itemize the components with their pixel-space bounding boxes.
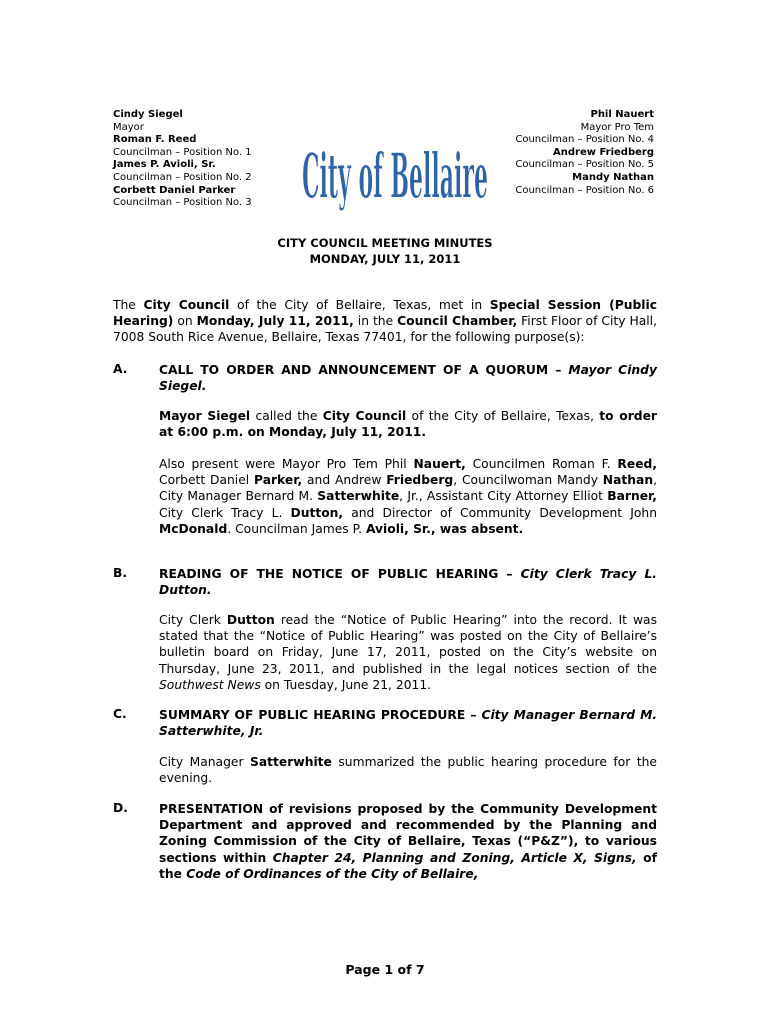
text: on (173, 314, 197, 329)
text: City Clerk (159, 613, 227, 627)
text: . Councilman James P. (227, 521, 366, 536)
bold-text: Satterwhite (250, 755, 332, 769)
city-of-bellaire-logo (300, 128, 490, 220)
official-name: Corbett Daniel Parker (113, 184, 236, 196)
text: and Director of Community Development John (343, 505, 657, 520)
bold-text: Satterwhite (317, 489, 400, 504)
text: City Clerk Tracy L. (159, 505, 291, 520)
text: The (113, 298, 144, 312)
section-letter-a: A. (113, 362, 128, 376)
official-name: James P. Avioli, Sr. (113, 159, 216, 171)
section-letter-c: C. (113, 707, 127, 721)
official-name: Mandy Nathan (572, 171, 654, 183)
section-heading-c (159, 707, 657, 739)
official-role: Councilman – Position No. 2 (113, 171, 252, 183)
text: Also present were Mayor Pro Tem Phil (159, 457, 414, 471)
section-letter-b: B. (113, 566, 128, 580)
official-role: Mayor (113, 121, 144, 133)
section-a-paragraph-2 (159, 456, 657, 537)
heading-italic: Mayor Cindy Siegel. (159, 363, 657, 394)
text: on Tuesday, June 21, 2011. (260, 677, 432, 692)
section-a-paragraph-1 (159, 408, 657, 440)
bold-text: Barner, (607, 489, 657, 504)
official-name: Cindy Siegel (113, 109, 183, 120)
official-role: Councilman – Position No. 1 (113, 146, 252, 158)
text: called the (250, 409, 323, 423)
text: summarized the public hearing procedure for the evening. (159, 755, 658, 786)
bold-text: Nauert, (413, 457, 466, 471)
official-role: Councilman – Position No. 3 (113, 197, 252, 209)
bold-text: Dutton (226, 613, 275, 627)
section-b-paragraph-1 (159, 612, 657, 693)
italic-text: Southwest News (159, 677, 261, 692)
text: First Floor of City Hall, 7008 South Rice Avenue, Bellaire, Texas 77401, for the following purpose(s): (113, 314, 657, 345)
heading-text: READING OF THE NOTICE OF PUBLIC HEARING – (159, 567, 521, 581)
bold-text: Council Chamber, (397, 314, 518, 329)
text: City Manager (159, 755, 251, 769)
heading-italic: Code of Ordinances of the City of Bellaire, (186, 866, 479, 881)
bold-text: Special Session (Public Hearing) (113, 298, 657, 329)
official-name: Phil Nauert (590, 109, 654, 120)
text: , Jr., Assistant City Attorney Elliot (399, 489, 608, 504)
header-officials-left (113, 109, 252, 210)
text: read the “Notice of Public Hearing” into the record. It was stated that the “Notice of Public Hearing” was posted on the City of Bellaire’s bulletin board on Friday, June 17, 2011, posted on the City’s website on Thursday, June 23, 2011, and published in the legal notices section of the (159, 613, 657, 676)
document-date: MONDAY, JULY 11, 2011 (309, 252, 461, 266)
bold-text: Nathan (602, 473, 654, 488)
document-title: CITY COUNCIL MEETING MINUTES (277, 236, 493, 250)
header-officials-right (515, 109, 654, 197)
text: in the (353, 314, 398, 329)
bold-text: McDonald (159, 521, 228, 536)
bold-text: City Council (322, 409, 407, 423)
text: of the City of Bellaire, Texas, met in (229, 298, 490, 312)
text: and Andrew (302, 473, 387, 488)
official-role: Mayor Pro Tem (580, 121, 654, 133)
official-role: Councilman – Position No. 4 (515, 134, 654, 146)
heading-text: CALL TO ORDER AND ANNOUNCEMENT OF A QUORUM – (159, 363, 569, 377)
section-letter-d: D. (113, 801, 128, 815)
bold-text: to order at 6:00 p.m. on Monday, July 11, 2011. (159, 409, 657, 440)
official-name: Roman F. Reed (113, 134, 197, 146)
text: , City Manager Bernard M. (159, 473, 657, 504)
intro-paragraph (113, 297, 657, 346)
section-heading-b (159, 566, 657, 598)
heading-italic: City Manager Bernard M. Satterwhite, Jr. (159, 708, 657, 739)
heading-text: of the (159, 850, 657, 881)
heading-text: PRESENTATION of revisions proposed by the Community Development Department and approved and recommended by the Planning and Zoning Commission of the City of Bellaire, Texas (“P&Z”), to various sections within (159, 802, 657, 865)
official-role: Councilman – Position No. 6 (515, 184, 654, 196)
text: Councilmen Roman F. (465, 457, 618, 471)
section-heading-a (159, 362, 657, 394)
bold-text: Avioli, Sr., was absent. (365, 521, 524, 536)
page-number: Page 1 of 7 (345, 962, 425, 977)
section-heading-d (159, 801, 657, 882)
heading-text: SUMMARY OF PUBLIC HEARING PROCEDURE – (159, 708, 482, 722)
section-c-paragraph-1 (159, 754, 657, 786)
heading-italic: Chapter 24, Planning and Zoning, Article X, Signs, (272, 850, 637, 865)
official-name: Andrew Friedberg (553, 146, 654, 158)
logo-text: City of Bellaire (302, 140, 488, 214)
bold-text: Mayor Siegel (159, 409, 251, 423)
bold-text: Reed, (617, 457, 658, 471)
text: Corbett Daniel (159, 473, 255, 488)
text: of the City of Bellaire, Texas, (406, 409, 600, 423)
bold-text: Friedberg (386, 473, 454, 488)
heading-italic: City Clerk Tracy L. Dutton. (159, 567, 657, 598)
bold-text: Dutton, (290, 505, 344, 520)
bold-text: City Council (143, 298, 230, 312)
text: , Councilwoman Mandy (453, 473, 603, 488)
bold-text: Parker, (254, 473, 303, 488)
official-role: Councilman – Position No. 5 (515, 159, 654, 171)
bold-text: Monday, July 11, 2011, (196, 314, 354, 329)
